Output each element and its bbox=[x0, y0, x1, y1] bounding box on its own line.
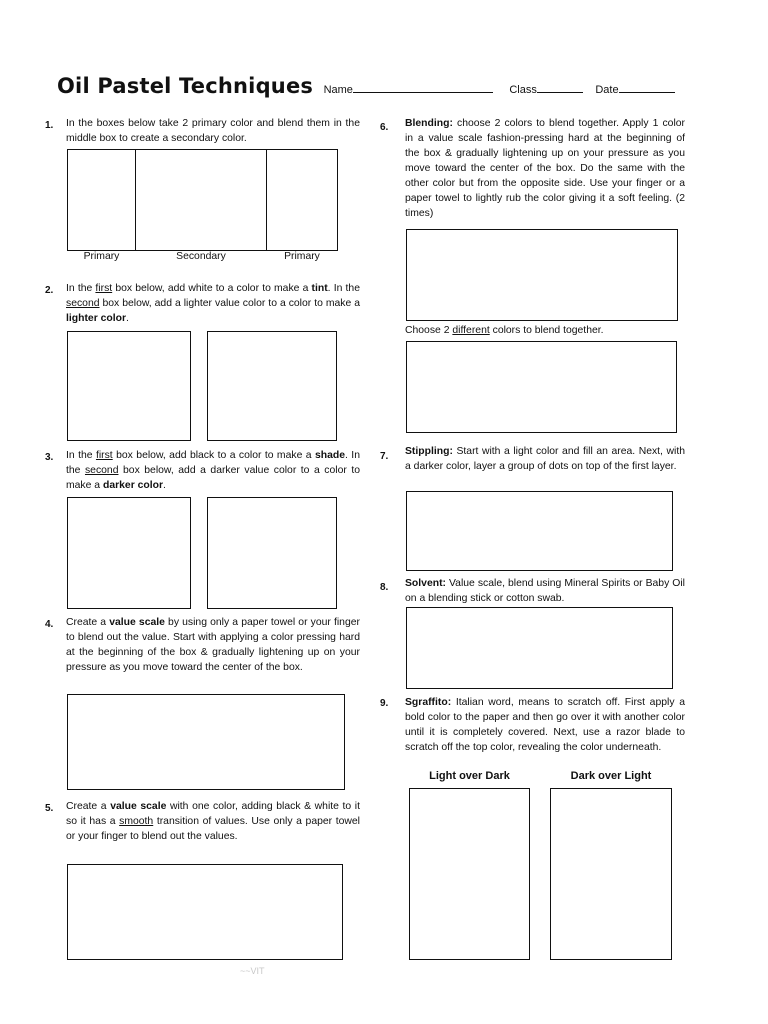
primary-box-1 bbox=[67, 149, 136, 251]
date-label: Date bbox=[595, 84, 619, 96]
section-4-number: 4. bbox=[45, 619, 54, 630]
dark-over-light-box bbox=[550, 788, 672, 960]
section-9-text: Sgraffito: Italian word, means to scratch off. First apply a bold color to the paper and then go over it with another color until it is completely covered. Next, use a razor blade to scratch off the top color, revealing the color underneath. bbox=[405, 697, 685, 753]
section-2-text: In the first box below, add white to a color to make a tint. In the second box below, add a lighter value color to a color to make a lighter color. bbox=[66, 283, 360, 324]
date-line bbox=[619, 91, 675, 93]
light-over-dark-box bbox=[409, 788, 530, 960]
section-8-text: Solvent: Value scale, blend using Mineral Spirits or Baby Oil on a blending stick or cotton swab. bbox=[405, 578, 685, 604]
section-9-number: 9. bbox=[380, 698, 389, 709]
blending-note: Choose 2 different colors to blend together. bbox=[405, 325, 604, 336]
name-label: Name bbox=[323, 84, 353, 96]
primary-label-1: Primary bbox=[83, 251, 120, 262]
section-7-text: Stippling: Start with a light color and fill an area. Next, with a darker color, layer a group of dots on top of the first layer. bbox=[405, 446, 685, 472]
primary-box-2 bbox=[266, 149, 338, 251]
section-3-text: In the first box below, add black to a color to make a shade. In the second box below, add a darker value color to a color to make a darker color. bbox=[66, 450, 360, 491]
section-3-number: 3. bbox=[45, 452, 54, 463]
class-line bbox=[537, 91, 583, 93]
name-line bbox=[353, 91, 493, 93]
primary-label-2: Primary bbox=[284, 251, 320, 262]
tint-box bbox=[67, 331, 191, 441]
light-over-dark-label: Light over Dark bbox=[429, 770, 510, 782]
section-6-number: 6. bbox=[380, 122, 389, 133]
lighter-color-box bbox=[207, 331, 337, 441]
darker-color-box bbox=[207, 497, 337, 609]
blending-box-2 bbox=[406, 341, 677, 433]
dark-over-light-label: Dark over Light bbox=[570, 770, 652, 782]
shade-box bbox=[67, 497, 191, 609]
section-1-text: In the boxes below take 2 primary color and blend them in the middle box to create a secondary color. bbox=[66, 118, 360, 144]
section-5-text: Create a value scale with one color, adding black & white to it so it has a smooth transition of values. Use only a paper towel or your finger to blend out the values. bbox=[66, 801, 360, 842]
section-1-number: 1. bbox=[45, 120, 54, 131]
secondary-box bbox=[135, 149, 267, 251]
header bbox=[57, 74, 747, 104]
class-label: Class bbox=[509, 84, 537, 96]
page-title: Oil Pastel Techniques bbox=[57, 74, 314, 98]
section-7-number: 7. bbox=[380, 451, 389, 462]
section-8-number: 8. bbox=[380, 582, 389, 593]
section-5-number: 5. bbox=[45, 803, 54, 814]
secondary-label: Secondary bbox=[176, 251, 226, 262]
value-scale-box-1 bbox=[67, 694, 345, 790]
footer-mark: ~~VIT bbox=[240, 966, 265, 976]
blending-box-1 bbox=[406, 229, 678, 321]
stippling-box bbox=[406, 491, 673, 571]
section-6-text: Blending: choose 2 colors to blend together. Apply 1 color in a value scale fashion-pressing hard at the beginning of the box & gradually lightening up on your pressure as you move toward the center of the box. Do the same with the other color but from the opposite side. Use your finger or a paper towel to lightly rub the color giving it a soft feeling. (2 times) bbox=[405, 118, 685, 219]
value-scale-box-2 bbox=[67, 864, 343, 960]
solvent-box bbox=[406, 607, 673, 689]
section-2-number: 2. bbox=[45, 285, 54, 296]
section-4-text: Create a value scale by using only a paper towel or your finger to blend out the value. Start with applying a color pressing hard at the beginning of the box & gradually lightening up on your pressure as you move toward the center of the box. bbox=[66, 617, 360, 673]
